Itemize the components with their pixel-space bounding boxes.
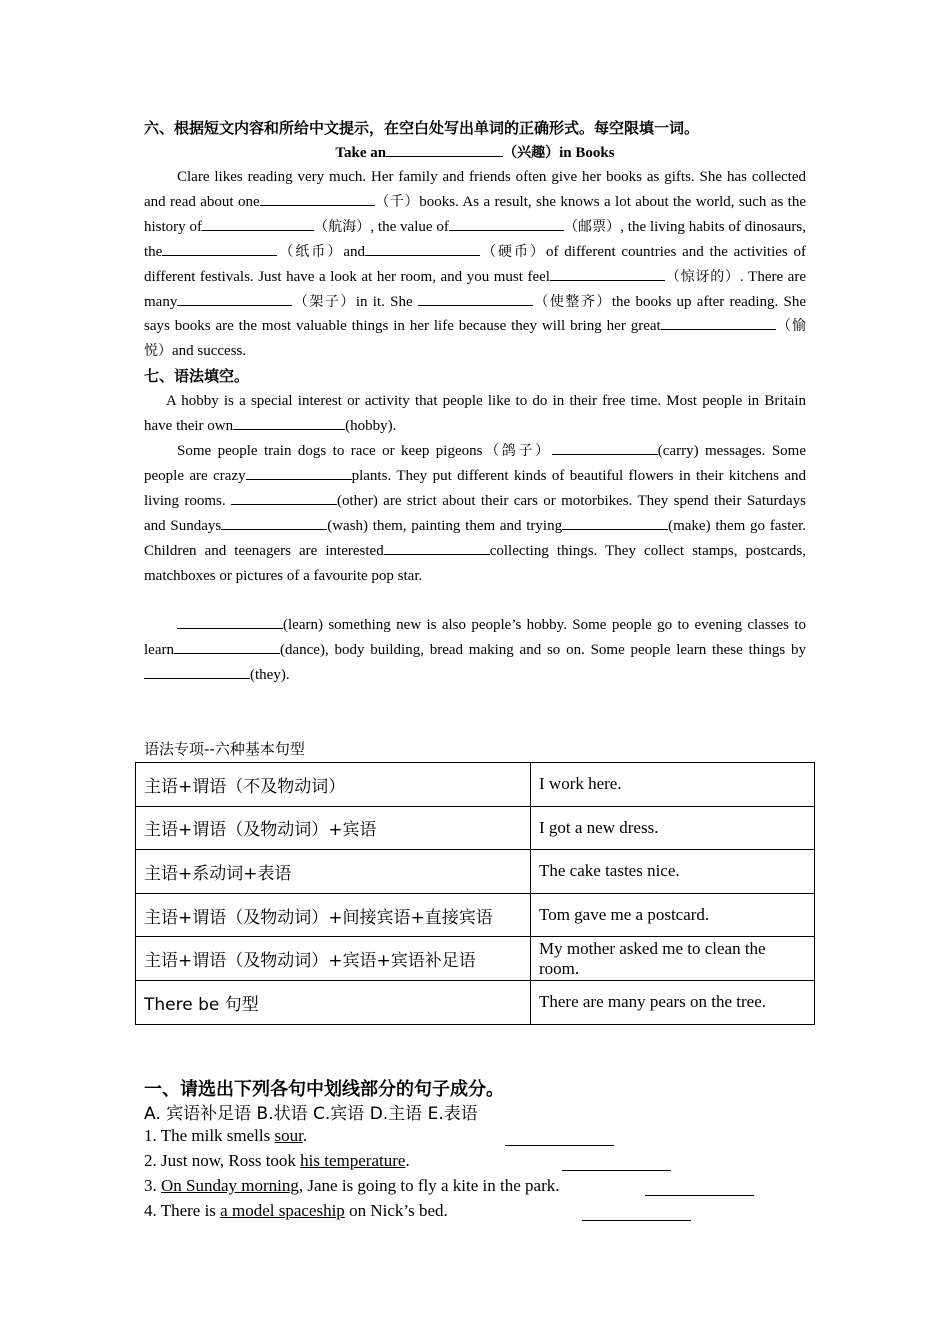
question-text: 4. There is <box>144 1201 221 1220</box>
hint: （纸币） <box>277 243 344 260</box>
hint: （愉悦） <box>144 318 806 360</box>
blank[interactable] <box>552 440 658 455</box>
underlined-part: his temperature <box>300 1151 406 1170</box>
section7-para1 <box>144 389 806 439</box>
passage-text: . There are many <box>144 268 806 310</box>
example-cell: My mother asked me to clean the room. <box>531 937 815 981</box>
pattern-cell: 主语+谓语（不及物动词） <box>136 763 531 807</box>
passage-text: and success. <box>172 343 247 360</box>
passage-text: A hobby is a special interest or activity that people like to do in their free time. Most people in Britain have their own <box>144 393 806 434</box>
table-row <box>136 850 815 894</box>
blank[interactable] <box>661 315 776 330</box>
question-2 <box>144 1151 410 1171</box>
blank[interactable] <box>384 540 490 555</box>
hint: （硬币） <box>480 243 547 260</box>
example-cell: There are many pears on the tree. <box>531 980 815 1024</box>
sentence-pattern-table <box>135 762 815 1025</box>
section7-para2 <box>144 439 806 588</box>
example-cell: Tom gave me a postcard. <box>531 893 815 937</box>
passage-text: the books up after reading. She says books are the most valuable things in her life because they will bring her great <box>144 293 807 335</box>
section6-title <box>144 141 806 165</box>
table-row <box>136 806 815 850</box>
blank[interactable] <box>550 266 665 281</box>
blank[interactable] <box>231 490 337 505</box>
underlined-part: sour <box>274 1126 303 1145</box>
answer-blank[interactable] <box>582 1204 691 1221</box>
question-text: 2. Just now, Ross took <box>144 1151 301 1170</box>
passage-text: (make) them go faster. Children and teenagers are interested <box>144 517 807 559</box>
answer-blank[interactable] <box>645 1179 754 1196</box>
passage-text: Clare likes reading very much. Her family and friends often give her books as gifts. She has collected and read about one <box>144 169 806 210</box>
pattern-cell: 主语+系动词+表语 <box>136 850 531 894</box>
passage-text: and <box>343 243 366 260</box>
exercise-options: A. 宾语补足语 B.状语 C.宾语 D.主语 E.表语 <box>144 1104 478 1124</box>
table-row <box>136 980 815 1024</box>
example-cell: I got a new dress. <box>531 806 815 850</box>
passage-text: (other) are strict about their cars or motorbikes. They spend their Saturdays and Sundays <box>144 492 806 534</box>
underlined-part: a model spaceship <box>220 1201 345 1220</box>
passage-text: books. As a result, she knows a lot about the world, such as the history of <box>144 193 807 235</box>
hint: （航海） <box>313 218 371 235</box>
title-pre: Take an <box>335 145 387 161</box>
passage-text: in it. She <box>355 293 413 310</box>
passage-text: collecting things. They collect stamps, postcards, matchboxes or pictures of a favourite pop star. <box>144 542 806 584</box>
question-text: 3. <box>144 1176 161 1195</box>
pattern-cell: There be 句型 <box>136 980 531 1024</box>
passage-text: of different countries and the activities of different festivals. Just have a look at her room, and you must feel <box>144 243 807 285</box>
passage-text: (they). <box>250 666 290 683</box>
blank[interactable] <box>562 515 668 530</box>
pattern-cell: 主语+谓语（及物动词）+间接宾语+直接宾语 <box>136 893 531 937</box>
blank[interactable] <box>233 415 345 430</box>
passage-text: plants. They put different kinds of beautiful flowers in their kitchens and living rooms. <box>144 467 806 509</box>
blank[interactable] <box>260 191 375 206</box>
question-text: , Jane is going to fly a kite in the park. <box>298 1176 560 1195</box>
hint: （使整齐） <box>532 293 612 310</box>
passage-text: , the living habits of dinosaurs, the <box>144 218 806 260</box>
example-cell: I work here. <box>531 763 815 807</box>
hint: （惊讶的） <box>664 268 740 285</box>
blank[interactable] <box>144 664 250 679</box>
example-cell: The cake tastes nice. <box>531 850 815 894</box>
hint: （千） <box>374 193 420 210</box>
blank[interactable] <box>202 216 314 231</box>
passage-text: (dance), body building, bread making and so on. Some people learn these things by <box>279 641 806 658</box>
section7-para3 <box>144 613 806 688</box>
underlined-part: On Sunday morning <box>161 1176 299 1195</box>
table-row <box>136 937 815 981</box>
question-text: . <box>405 1151 410 1170</box>
section6-heading: 六、根据短文内容和所给中文提示，在空白处写出单词的正确形式。每空限填一词。 <box>144 119 700 137</box>
passage-text: , the value of <box>370 218 449 235</box>
blank[interactable] <box>162 241 277 256</box>
passage-text: (carry) messages. Some people are crazy <box>144 443 806 484</box>
question-3 <box>144 1176 560 1196</box>
question-1 <box>144 1126 307 1146</box>
passage-text: (wash) them, painting them and trying <box>327 517 563 534</box>
blank[interactable] <box>449 216 564 231</box>
question-text: . <box>302 1126 308 1145</box>
blank[interactable] <box>174 639 280 654</box>
hint: （邮票） <box>563 218 621 235</box>
title-hint: （兴趣） <box>503 145 560 161</box>
blank[interactable] <box>177 291 292 306</box>
blank[interactable] <box>246 465 352 480</box>
question-text: 1. The milk smells <box>144 1126 275 1145</box>
table-row <box>136 893 815 937</box>
pattern-cell: 主语+谓语（及物动词）+宾语+宾语补足语 <box>136 937 531 981</box>
answer-blank[interactable] <box>562 1154 671 1171</box>
hint: （鸽子） <box>482 443 552 459</box>
passage-text: Some people train dogs to race or keep pigeons <box>177 443 483 459</box>
blank[interactable] <box>221 515 327 530</box>
blank[interactable] <box>386 142 503 157</box>
exercise-heading: 一、请选出下列各句中划线部分的句子成分。 <box>144 1079 504 1100</box>
hint: （架子） <box>292 293 356 310</box>
pattern-cell: 主语+谓语（及物动词）+宾语 <box>136 806 531 850</box>
grammar-title: 语法专项--六种基本句型 <box>144 740 305 758</box>
question-text: on Nick’s bed. <box>344 1201 448 1220</box>
answer-blank[interactable] <box>505 1129 614 1146</box>
passage-text: (hobby). <box>345 417 397 434</box>
title-post: in Books <box>559 145 615 161</box>
blank[interactable] <box>177 614 283 629</box>
section7-heading: 七、语法填空。 <box>144 367 250 385</box>
table-row <box>136 763 815 807</box>
blank[interactable] <box>365 241 480 256</box>
section6-passage <box>144 165 806 364</box>
blank[interactable] <box>418 291 533 306</box>
passage-text: (learn) something new is also people’s hobby. Some people go to evening classes to learn <box>144 617 806 658</box>
question-4 <box>144 1201 448 1221</box>
